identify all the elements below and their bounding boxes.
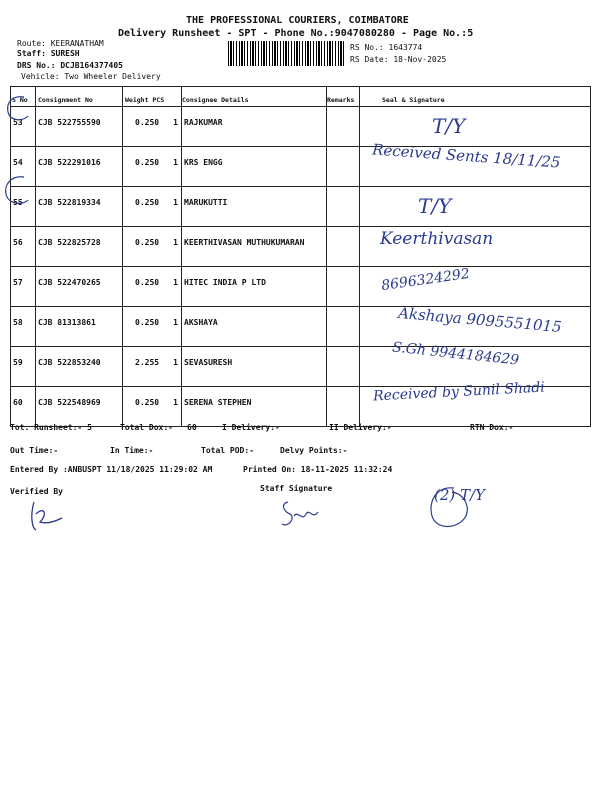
table-row	[11, 267, 591, 307]
signature-row-60: Received by Sunil Shadi	[372, 379, 546, 405]
row-sno: 55	[13, 198, 23, 207]
total-pod: Total POD:-	[201, 446, 254, 455]
row-pcs: 1	[173, 158, 178, 167]
row-sno: 58	[13, 318, 23, 327]
col-sno: S No	[12, 96, 28, 104]
row-consignee: RAJKUMAR	[184, 118, 223, 127]
table-row	[11, 227, 591, 267]
row-pcs: 1	[173, 238, 178, 247]
signature-row-56: Keerthivasan	[380, 229, 494, 249]
out-time: Out Time:-	[10, 446, 59, 455]
table-header-row	[11, 87, 591, 107]
delvy-points: Delvy Points:-	[280, 446, 348, 455]
company-title: THE PROFESSIONAL COURIERS, COIMBATORE	[186, 15, 409, 26]
row-weight: 0.250	[135, 318, 160, 327]
row-pcs: 1	[173, 118, 178, 127]
row-consignment: CJB 522825728	[38, 238, 101, 247]
runsheet-subtitle: Delivery Runsheet - SPT - Phone No.:9047080280 - Page No.:5	[118, 28, 474, 39]
row-consignment: CJB 522291016	[38, 158, 101, 167]
row-consignee: KEERTHIVASAN MUTHUKUMARAN	[184, 238, 305, 247]
row-signature-cell	[360, 187, 591, 227]
row-consignment: CJB 522755590	[38, 118, 101, 127]
row-consignee: AKSHAYA	[184, 318, 218, 327]
verified-signature-mark	[26, 496, 66, 536]
total-dox-label: Total Dox:-	[120, 423, 173, 432]
col-seal: Seal & Signature	[382, 96, 445, 104]
vehicle: Vehicle: Two Wheeler Delivery	[21, 72, 161, 81]
row-consignee: MARUKUTTI	[184, 198, 228, 207]
staff: Staff: SURESH	[17, 49, 80, 58]
col-weight-pcs: Weight PCS	[125, 96, 165, 104]
row-weight: 0.250	[135, 398, 160, 407]
entered-by: Entered By :ANBUSPT 11/18/2025 11:29:02 AM	[10, 465, 213, 474]
tot-runsheet: Tot. Runsheet:- 5	[10, 423, 92, 432]
row-sno: 57	[13, 278, 23, 287]
row-pcs: 1	[173, 358, 178, 367]
col-remarks: Remarks	[327, 96, 355, 104]
row-sno: 54	[13, 158, 23, 167]
signature-row-53: T/Y	[432, 114, 466, 138]
row-pcs: 1	[173, 198, 178, 207]
row-sno: 53	[13, 118, 23, 127]
row-sno: 59	[13, 358, 23, 367]
row-consignment: CJB 522548969	[38, 398, 101, 407]
row-signature-cell	[360, 107, 591, 147]
row-weight: 0.250	[135, 238, 160, 247]
table-row	[11, 107, 591, 147]
row-sno: 60	[13, 398, 23, 407]
drs-number: DRS No.: DCJB164377405	[17, 61, 123, 70]
signature-row-58: Akshaya 9095551015	[397, 303, 563, 337]
printed-on: Printed On: 18-11-2025 11:32:24	[243, 465, 393, 474]
in-time: In Time:-	[110, 446, 154, 455]
row-consignment: CJB 522853240	[38, 358, 101, 367]
row-pcs: 1	[173, 278, 178, 287]
i-delivery: I Delivery:-	[222, 423, 280, 432]
row-pcs: 1	[173, 398, 178, 407]
table-row	[11, 187, 591, 227]
row-pcs: 1	[173, 318, 178, 327]
row-consignee: SERENA STEPHEN	[184, 398, 252, 407]
row-consignee: SEVASURESH	[184, 358, 233, 367]
row-consignment: CJB 522470265	[38, 278, 101, 287]
col-consignment: Consignment No	[38, 96, 93, 104]
staff-signature: Staff Signature	[260, 484, 333, 493]
col-consignee: Consignee Details	[182, 96, 249, 104]
rs-number: RS No.: 1643774	[350, 43, 423, 52]
ii-delivery: II Delivery:-	[329, 423, 392, 432]
row-weight: 0.250	[135, 118, 160, 127]
rs-date: RS Date: 18-Nov-2025	[350, 55, 447, 64]
signature-row-57: 8696324292	[380, 265, 471, 295]
row-consignee: HITEC INDIA P LTD	[184, 278, 266, 287]
signature-row-55: T/Y	[418, 194, 452, 218]
row-sno: 56	[13, 238, 23, 247]
row-consignee: KRS ENGG	[184, 158, 223, 167]
staff-signature-mark	[276, 494, 322, 534]
row-consignment: CJB 81313861	[38, 318, 96, 327]
runsheet-table	[10, 86, 591, 427]
route: Route: KEERANATHAM	[17, 39, 104, 48]
row-consignment: CJB 522819334	[38, 198, 101, 207]
signature-row-59: S.Gh 9944184629	[391, 339, 520, 369]
rtn-dox: RTN Dox:-	[470, 423, 514, 432]
footer-pen-note: (2) T/Y	[434, 486, 485, 504]
row-weight: 2.255	[135, 358, 160, 367]
signature-row-54: Received Sents 18/11/25	[371, 140, 562, 172]
row-weight: 0.250	[135, 198, 160, 207]
row-weight: 0.250	[135, 278, 160, 287]
row-weight: 0.250	[135, 158, 160, 167]
total-dox-value: 60	[187, 423, 197, 432]
barcode	[228, 41, 346, 66]
verified-by: Verified By	[10, 487, 63, 496]
